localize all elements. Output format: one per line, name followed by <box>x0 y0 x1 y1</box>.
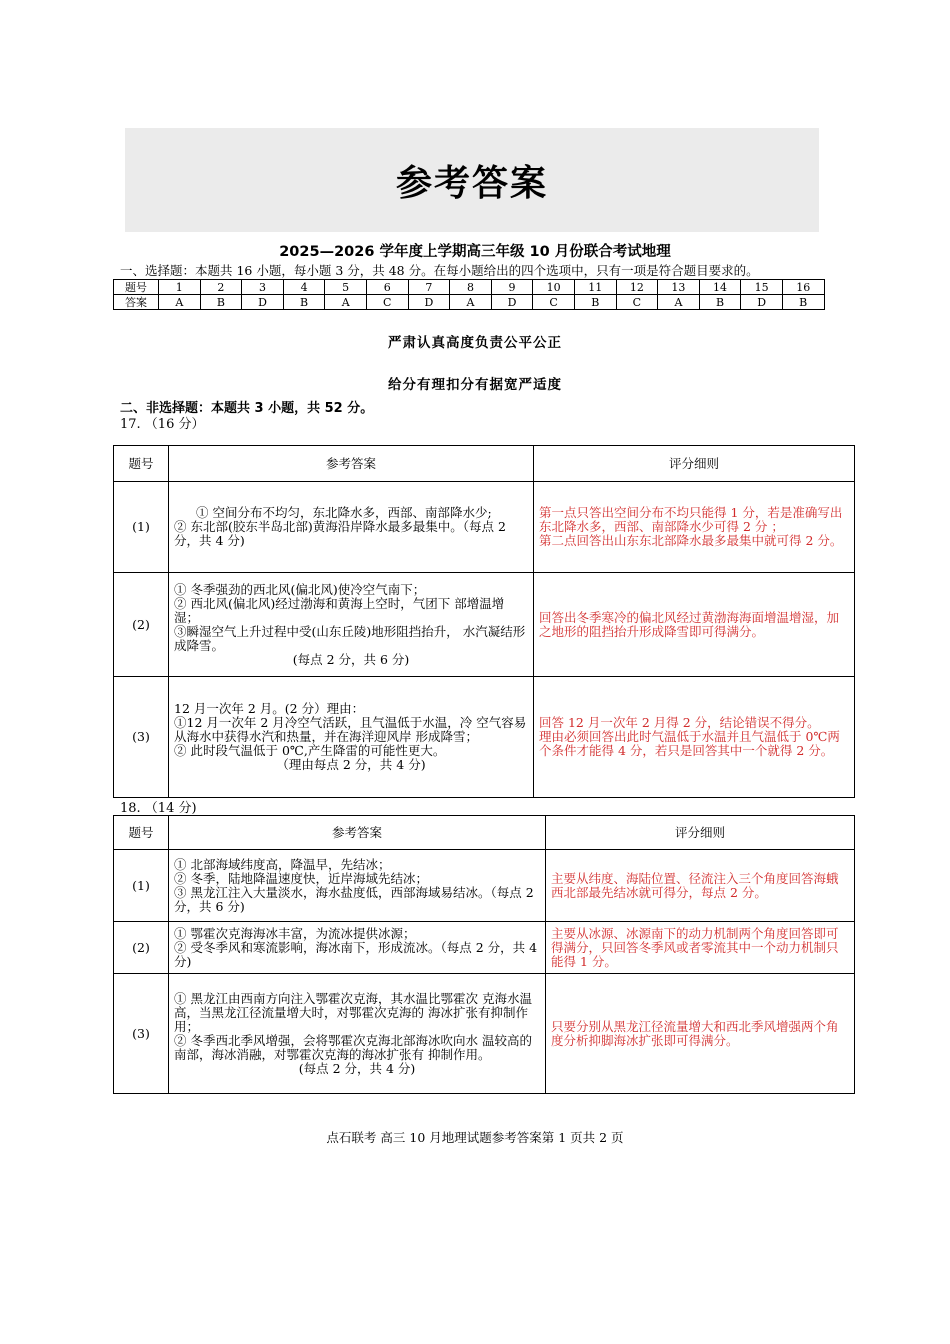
question-number: 13 <box>658 280 700 295</box>
answer-line: ② 冬季西北季风增强，会将鄂霍次克海北部海冰吹向水 温较高的南部，海冰消融，对鄂霍次克海的海冰扩张有 抑制作用。 <box>174 1032 532 1062</box>
answer-line: (每点 2 分，共 4 分) <box>298 1060 416 1076</box>
section1-instruction: 一、选择题：本题共 16 小题，每小题 3 分，共 48 分。在每小题给出的四个选项中，只有一项是符合题目要求的。 <box>120 263 759 278</box>
question-number: 6 <box>366 280 408 295</box>
row-number: (3) <box>114 974 169 1094</box>
question-number: 7 <box>408 280 450 295</box>
exam-title: 2025—2026 学年度上学期高三年级 10 月份联合考试地理 <box>279 244 671 260</box>
row-number: (1) <box>114 482 169 573</box>
rubric-line: 主要从纬度、海陆位置、径流注入三个角度回答海蛾西北部最先结冰就可得分，每点 2 分。 <box>551 870 839 900</box>
choice-answer: B <box>200 295 242 310</box>
choice-answer: B <box>782 295 824 310</box>
question-number: 10 <box>533 280 575 295</box>
table-row <box>114 573 855 677</box>
answer-line: ② 东北部(胶东半岛北部)黄海沿岸降水最多最集中。（每点 2 分，共 4 分) <box>174 519 506 548</box>
answer-line: ①12 月一次年 2 月冷空气活跃，且气温低于水温，冷 空气容易从海水中获得水汽和热量，并在海洋迎风岸 形成降雪； <box>174 715 527 744</box>
answer-cell <box>169 482 534 573</box>
answer-cell <box>169 573 534 677</box>
rubric-cell <box>546 922 855 974</box>
choice-answer: B <box>699 295 741 310</box>
header-scoring-rubric: 评分细则 <box>534 446 855 482</box>
question-number: 12 <box>616 280 658 295</box>
choice-answer: A <box>450 295 492 310</box>
answer-line: 12 月一次年 2 月。(2 分）理由： <box>174 701 365 716</box>
table-row <box>114 974 855 1094</box>
rubric-line: 第二点回答出山东东北部降水最多最集中就可得 2 分。 <box>539 533 843 548</box>
header-question-number: 题号 <box>114 816 169 850</box>
question-number: 4 <box>283 280 325 295</box>
question-number-row <box>114 280 825 295</box>
header-question-number: 题号 <box>114 446 169 482</box>
rubric-line: 只要分别从黑龙江径流量增大和西北季风增强两个角度分析抑脚海冰扩张即可得满分。 <box>551 1018 839 1048</box>
q18-heading: 18. （14 分) <box>120 801 197 816</box>
answer-line: ② 西北风(偏北风)经过渤海和黄海上空时，气团下 部增温增湿； <box>174 595 505 625</box>
rubric-line: 主要从冰源、冰源南下的动力机制两个角度回答即可得满分，只回答冬季风或者零流其中一个动力机制只能得 1 分。 <box>551 925 839 969</box>
question-number: 15 <box>741 280 783 295</box>
row-number: (1) <box>114 850 169 922</box>
table-header-row <box>114 446 855 482</box>
choice-answer: C <box>366 295 408 310</box>
rubric-line: 回答出冬季寒冷的偏北风经过黄渤海海面增温增湿，加之地形的阻挡抬升形成降雪即可得满分。 <box>539 609 840 639</box>
choice-answer: A <box>325 295 367 310</box>
row-number: (2) <box>114 573 169 677</box>
answer-line: ② 冬季，陆地降温速度快，近岸海域先结冰； <box>174 870 428 886</box>
answer-line: ② 受冬季风和寒流影响，海冰南下，形成流冰。（每点 2 分，共 4 分) <box>174 939 538 969</box>
answer-line: ① 冬季强劲的西北风(偏北风)使冷空气南下； <box>174 581 426 597</box>
grading-motto-1: 严肃认真高度负责公平公正 <box>388 335 562 351</box>
answer-cell <box>169 922 546 974</box>
choice-answer: C <box>616 295 658 310</box>
rubric-cell <box>534 573 855 677</box>
grading-motto-2: 给分有理扣分有据宽严适度 <box>388 377 562 393</box>
header-reference-answer: 参考答案 <box>169 446 534 482</box>
q17-heading: 17. （16 分） <box>120 417 205 432</box>
section2-instruction: 二、非选择题：本题共 3 小题，共 52 分。 <box>120 401 374 416</box>
choice-answer: D <box>242 295 284 310</box>
row-label-question: 题号 <box>114 280 159 295</box>
choice-answer: B <box>574 295 616 310</box>
table-row <box>114 850 855 922</box>
question-number: 3 <box>242 280 284 295</box>
table-row <box>114 677 855 798</box>
answer-cell <box>169 850 546 922</box>
rubric-cell <box>546 974 855 1094</box>
answer-line: ③ 黑龙江注入大量淡水，海水盐度低，西部海域易结冰。（每点 2 分，共 6 分) <box>174 884 534 914</box>
answer-line: ③瞬湿空气上升过程中受(山东丘陵)地形阻挡抬升， 水汽凝结形成降雪。 <box>174 623 526 653</box>
row-number: (2) <box>114 922 169 974</box>
rubric-line: 第一点只答出空间分布不均只能得 1 分，若是准确写出东北降水多，西部、南部降水少可得 2 分 ； <box>539 505 843 534</box>
rubric-line: 回答 12 月一次年 2 月得 2 分，结论错误不得分。 <box>539 715 820 730</box>
choice-answer-table <box>113 279 825 310</box>
answer-line: ② 此时段气温低于 0℃,产生降雷的可能性更大。 <box>174 743 446 758</box>
choice-answer: D <box>491 295 533 310</box>
table-row <box>114 922 855 974</box>
table-header-row <box>114 816 855 850</box>
table-row <box>114 482 855 573</box>
question-number: 2 <box>200 280 242 295</box>
question-number: 9 <box>491 280 533 295</box>
answer-line: ① 鄂霍次克海海冰丰富，为流冰提供冰源； <box>174 925 416 941</box>
question-number: 11 <box>574 280 616 295</box>
rubric-cell <box>534 482 855 573</box>
choice-answer: A <box>159 295 201 310</box>
question-number: 8 <box>450 280 492 295</box>
title-banner <box>125 128 819 232</box>
rubric-line: 理由必须回答出此时气温低于水温并且气温低于 0℃两个条件才能得 4 分，若只是回答其中一个就得 2 分。 <box>539 729 840 758</box>
row-label-answer: 答案 <box>114 295 159 310</box>
header-reference-answer: 参考答案 <box>169 816 546 850</box>
answer-row <box>114 295 825 310</box>
question-number: 5 <box>325 280 367 295</box>
choice-answer: B <box>283 295 325 310</box>
answer-line: （理由每点 2 分，共 4 分) <box>276 757 426 772</box>
page-footer: 点石联考 高三 10 月地理试题参考答案第 1 页共 2 页 <box>326 1130 624 1145</box>
header-scoring-rubric: 评分细则 <box>546 816 855 850</box>
answer-cell <box>169 677 534 798</box>
rubric-cell <box>546 850 855 922</box>
answer-cell <box>169 974 546 1094</box>
question-number: 14 <box>699 280 741 295</box>
answer-line: ① 黑龙江由西南方向注入鄂霍次克海，其水温比鄂霍次 克海水温高，当黑龙江径流量增大时，对鄂霍次克海的 海冰扩张有抑制作用； <box>174 990 532 1034</box>
question-number: 1 <box>159 280 201 295</box>
answer-line: ① 北部海域纬度高，降温早，先结冰； <box>174 856 391 872</box>
choice-answer: C <box>533 295 575 310</box>
q17-table <box>113 445 855 798</box>
choice-answer: D <box>741 295 783 310</box>
page-title: 参考答案 <box>395 162 548 204</box>
question-number: 16 <box>782 280 824 295</box>
choice-answer: A <box>658 295 700 310</box>
q18-table <box>113 815 855 1094</box>
row-number: (3) <box>114 677 169 798</box>
rubric-cell <box>534 677 855 798</box>
choice-answer: D <box>408 295 450 310</box>
answer-line: ① 空间分布不均匀，东北降水多，西部、南部降水少; <box>196 505 492 520</box>
answer-line: (每点 2 分，共 6 分) <box>292 651 410 667</box>
